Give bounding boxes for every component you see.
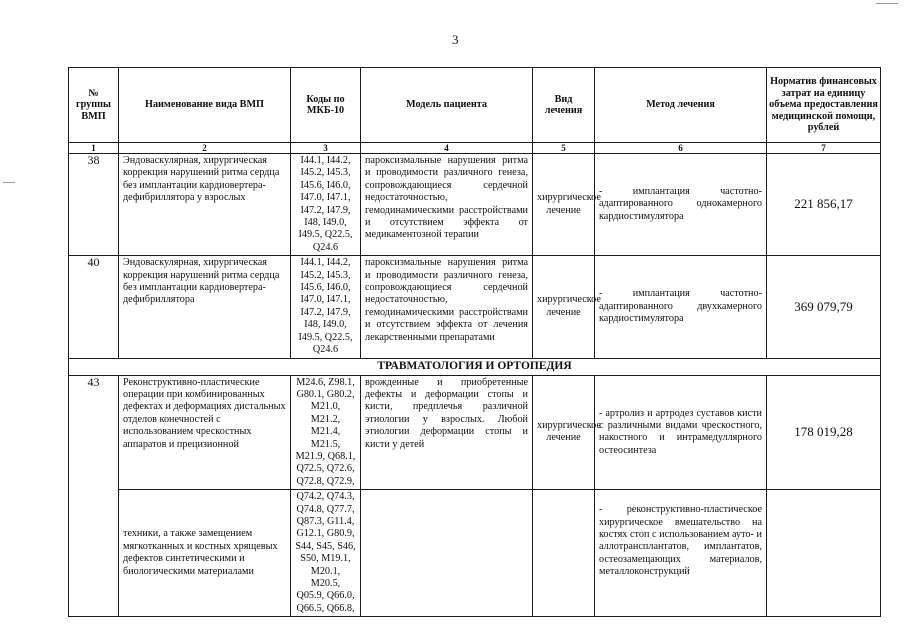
group-number: 43 xyxy=(69,375,119,617)
vmp-name: Реконструктивно-пластические операции при комбинированных дефектах и деформациях дистальных отделов конечностей с использованием чрескостных аппаратов и прецизионной xyxy=(119,375,291,490)
page-number: 3 xyxy=(452,32,459,47)
section-row xyxy=(69,358,881,375)
icd-codes: M24.6, Z98.1, G80.1, G80.2, M21.0, M21.2, M21.4, M21.5, M21.9, Q68.1, Q72.5, Q72.6, Q72.8, Q72.9, xyxy=(291,375,361,490)
scan-mark-top xyxy=(876,3,898,4)
header-cost-norm: Норматив финансовых затрат на единицу объема предоставления медицинской помощи, рублей xyxy=(767,68,881,143)
treatment-method: - артролиз и артродез суставов кисти с различными видами чрескостного, накостного и интрамедуллярного остеосинтеза xyxy=(595,375,767,490)
table-row xyxy=(69,154,881,256)
cost-norm-empty xyxy=(767,490,881,617)
group-number: 38 xyxy=(69,154,119,256)
vmp-name: Эндоваскулярная, хирургическая коррекция нарушений ритма сердца без имплантации кардиовертера-дефибриллятора у взрослых xyxy=(119,154,291,256)
header-row xyxy=(69,68,881,143)
column-number: 6 xyxy=(595,143,767,154)
treatment-method-continuation: - реконструктивно-пластическое хирургическое вмешательство на костях стоп с использованием ауто- и аллотрансплантатов, имплантатов, остеозамещающих материалов, металлоконструкций xyxy=(595,490,767,617)
icd-codes: I44.1, I44.2, I45.2, I45.3, I45.6, I46.0, I47.0, I47.1, I47.2, I47.9, I48, I49.0, I49.5, Q22.5, Q24.6 xyxy=(291,154,361,256)
icd-codes: I44.1, I44.2, I45.2, I45.3, I45.6, I46.0, I47.0, I47.1, I47.2, I47.9, I48, I49.0, I49.5, Q22.5, Q24.6 xyxy=(291,256,361,358)
header-treatment-kind: Вид лечения xyxy=(533,68,595,143)
header-treatment-method: Метод лечения xyxy=(595,68,767,143)
column-number-row xyxy=(69,143,881,154)
table-row xyxy=(69,256,881,358)
patient-model: пароксизмальные нарушения ритма и проводимости различного генеза, сопровождающиеся сердечной недостаточностью, гемодинамическими расстройствами и отсутствием эффекта от медикаментозной терапии xyxy=(361,154,533,256)
column-number: 3 xyxy=(291,143,361,154)
patient-model-empty xyxy=(361,490,533,617)
column-number: 7 xyxy=(767,143,881,154)
vmp-table xyxy=(68,67,881,617)
vmp-name-continuation: техники, а также замещением мягкотканных и костных хрящевых дефектов синтетическими и биологическими материалами xyxy=(119,490,291,617)
icd-codes-continuation: Q74.2, Q74.3, Q74.8, Q77.7, Q87.3, G11.4, G12.1, G80.9, S44, S45, S46, S50, M19.1, M20.1, M20.5, Q05.9, Q66.0, Q66.5, Q66.8, xyxy=(291,490,361,617)
cost-norm: 178 019,28 xyxy=(767,375,881,490)
patient-model: врожденные и приобретенные дефекты и деформации стопы и кисти, предплечья различной этиологии у взрослых. Любой этиологии деформации стопы и кисти у детей xyxy=(361,375,533,490)
column-number: 1 xyxy=(69,143,119,154)
column-number: 2 xyxy=(119,143,291,154)
treatment-kind: хирургическое лечение xyxy=(533,256,595,358)
header-group-number: № группы ВМП xyxy=(69,68,119,143)
scan-mark-left xyxy=(3,182,15,183)
treatment-method: - имплантация частотно-адаптированного однокамерного кардиостимулятора xyxy=(595,154,767,256)
cost-norm: 369 079,79 xyxy=(767,256,881,358)
treatment-kind: хирургическое лечение xyxy=(533,154,595,256)
cost-norm: 221 856,17 xyxy=(767,154,881,256)
column-number: 5 xyxy=(533,143,595,154)
column-number: 4 xyxy=(361,143,533,154)
patient-model: пароксизмальные нарушения ритма и проводимости различного генеза, сопровождающиеся сердечной недостаточностью, гемодинамическими расстройствами и отсутствием эффекта от лечения лекарственными препаратами xyxy=(361,256,533,358)
header-patient-model: Модель пациента xyxy=(361,68,533,143)
treatment-kind: хирургическое лечение xyxy=(533,375,595,490)
treatment-kind-empty xyxy=(533,490,595,617)
section-title: ТРАВМАТОЛОГИЯ И ОРТОПЕДИЯ xyxy=(69,358,881,375)
header-vmp-name: Наименование вида ВМП xyxy=(119,68,291,143)
table-row xyxy=(69,375,881,490)
table-row-continuation xyxy=(69,490,881,617)
vmp-name: Эндоваскулярная, хирургическая коррекция нарушений ритма сердца без имплантации кардиовертера-дефибриллятора xyxy=(119,256,291,358)
treatment-method: - имплантация частотно-адаптированного двухкамерного кардиостимулятора xyxy=(595,256,767,358)
group-number: 40 xyxy=(69,256,119,358)
header-icd-codes: Коды по МКБ-10 xyxy=(291,68,361,143)
